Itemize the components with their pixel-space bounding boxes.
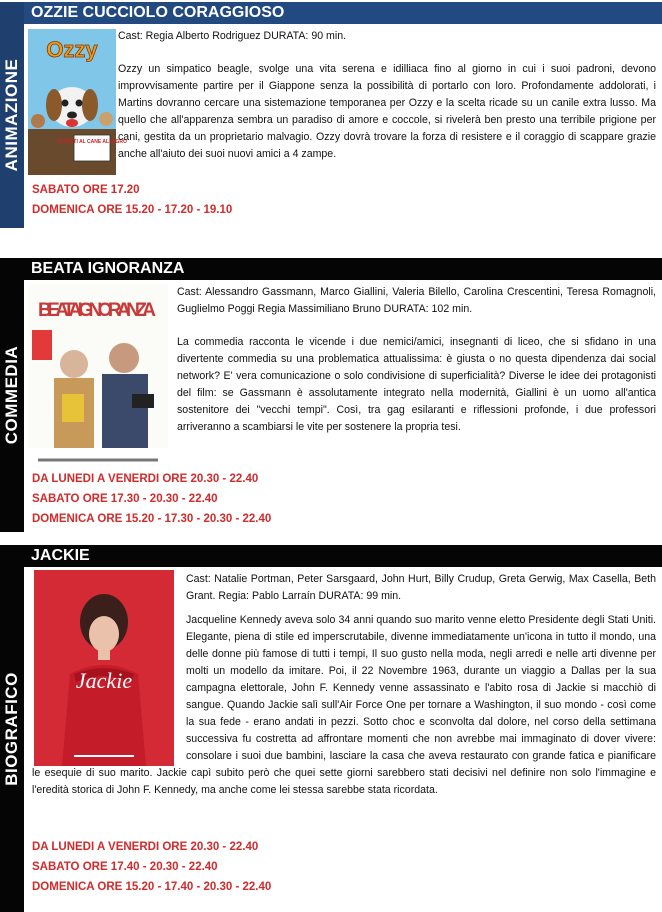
film-synopsis: Jacqueline Kennedy aveva solo 34 anni quando suo marito venne eletto Presidente degli Stati Uniti. Elegante, piena di stile ed imperscrutabile, divenne immediatamente un'icona in tutto il mondo, una delle donne più famose di tutti i tempi, Il suo gusto nella moda, negli arredi e nelle arti divenne per molti un modello da imitare. Poi, il 22 Novembre 1963, durante un viaggio a Dallas per la sua campagna elettorale, John F. Kennedy venne assassinato e l'abito rosa di Jackie si macchiò di sangue. Quando Jackie salì sull'Air Force One per tornare a Washington, il suo mondo - così come la sua fede - erano andati in pezzi. Sotto choc e sconvolta dal dolore, nel corso della settimana successiva fu costretta ad affrontare momenti che non avrebbe mai immaginato di dover vivere: consolare i suoi due bambini, lasciare la casa che aveva restaurato con grande fatica e pianificare le esequie di suo marito. Jackie capì subito però che quei sette giorni sarebbero stati decisivi nel definire non solo l'immagine e l'eredità storica di John F. Kennedy, ma anche come lei stessa sarebbe stata ricordata. xyxy=(32,614,656,796)
genre-bar xyxy=(0,545,24,912)
film-poster xyxy=(28,29,127,175)
showtime-line: DA LUNEDI A VENERDI ORE 20.30 - 22.40 xyxy=(32,841,259,853)
film-details xyxy=(118,28,656,163)
showtime-line: SABATO ORE 17.30 - 20.30 - 22.40 xyxy=(32,493,218,505)
film-synopsis: Ozzy un simpatico beagle, svolge una vita serena e idilliaca fino al giorno in cui i suoi padroni, devono improvvisamente partire per il Giappone senza la possibilità di portarlo con loro. Profondamente addolorati, i Martins dovranno cercare una sistemazione temporanea per Ozzy e la scelta ricade su un canile extra lusso. Ma quello che all'apparenza sembra un paradiso di amore e coccole, si rivelerà ben presto una terribile prigione per cani, gestita da un proprietario malvagio. Ozzy dovrà trovare la forza di resistere e il coraggio di scappare grazie anche all'aiuto dei suoi nuovi amici a 4 zampe. xyxy=(118,63,656,160)
film-synopsis: La commedia racconta le vicende i due nemici/amici, insegnanti di liceo, che si sfidano in una divertente commedia su una problematica attualissima: è giusta o no questa dipendenza dai social network? E' vera comunicazione o solo condivisione di superficialità? Diverse le idee dei protagonisti del film: se Gassmann è assolutamente integrato nella modernità, Giallini è un uomo all'antica sostenitore dei "vecchi tempi". Così, tra gag esilaranti e riflessioni profonde, i due professori arriveranno a scambiarsi le vite per sostenere la propria tesi. xyxy=(177,336,656,433)
genre-label: BIOGRAFICO xyxy=(2,671,21,786)
film-card-beata-ignoranza xyxy=(0,258,662,532)
genre-bar xyxy=(0,258,24,532)
poster-spacer xyxy=(32,612,186,764)
showtimes xyxy=(32,469,271,529)
showtime-line: DOMENICA ORE 15.20 - 17.30 - 20.30 - 22.40 xyxy=(32,513,272,525)
film-cast: Cast: Regia Alberto Rodriguez DURATA: 90 min. xyxy=(118,30,347,42)
poster-tagline: ATTENTI AL CANE ALLEGRO xyxy=(57,139,127,145)
film-cast: Cast: Alessandro Gassmann, Marco Giallini, Valeria Bilello, Carolina Crescentini, Teresa Romagnoli, Guglielmo Poggi Regia Massimiliano Bruno DURATA: 102 min. xyxy=(177,286,656,315)
film-details xyxy=(177,284,656,436)
film-title: BEATA IGNORANZA xyxy=(24,258,662,280)
showtime-line: DA LUNEDI A VENERDI ORE 20.30 - 22.40 xyxy=(32,473,259,485)
showtime-line: DOMENICA ORE 15.20 - 17.20 - 19.10 xyxy=(32,204,233,216)
film-details xyxy=(186,571,656,605)
film-card-jackie xyxy=(0,545,662,912)
film-poster xyxy=(28,284,168,474)
genre-label: COMMEDIA xyxy=(2,345,21,445)
poster-title: Jackie xyxy=(75,668,133,693)
showtimes xyxy=(32,837,271,897)
showtime-line: DOMENICA ORE 15.20 - 17.40 - 20.30 - 22.40 xyxy=(32,881,272,893)
genre-label: ANIMAZIONE xyxy=(2,58,21,172)
film-card-ozzie xyxy=(0,2,662,228)
film-cast: Cast: Natalie Portman, Peter Sarsgaard, John Hurt, Billy Crudup, Greta Gerwig, Max Casella, Beth Grant. Regia: Pablo Larraín DURATA: 99 min. xyxy=(186,573,656,602)
showtimes xyxy=(32,180,232,220)
poster-title: Ozzy xyxy=(46,37,98,62)
film-title: JACKIE xyxy=(24,545,662,567)
showtime-line: SABATO ORE 17.20 xyxy=(32,184,140,196)
genre-bar xyxy=(0,2,24,228)
film-synopsis-container xyxy=(32,612,656,799)
showtime-line: SABATO ORE 17.40 - 20.30 - 22.40 xyxy=(32,861,218,873)
film-title: OZZIE CUCCIOLO CORAGGIOSO xyxy=(24,2,662,24)
poster-title: BEATA IGNORANZA xyxy=(38,300,156,321)
